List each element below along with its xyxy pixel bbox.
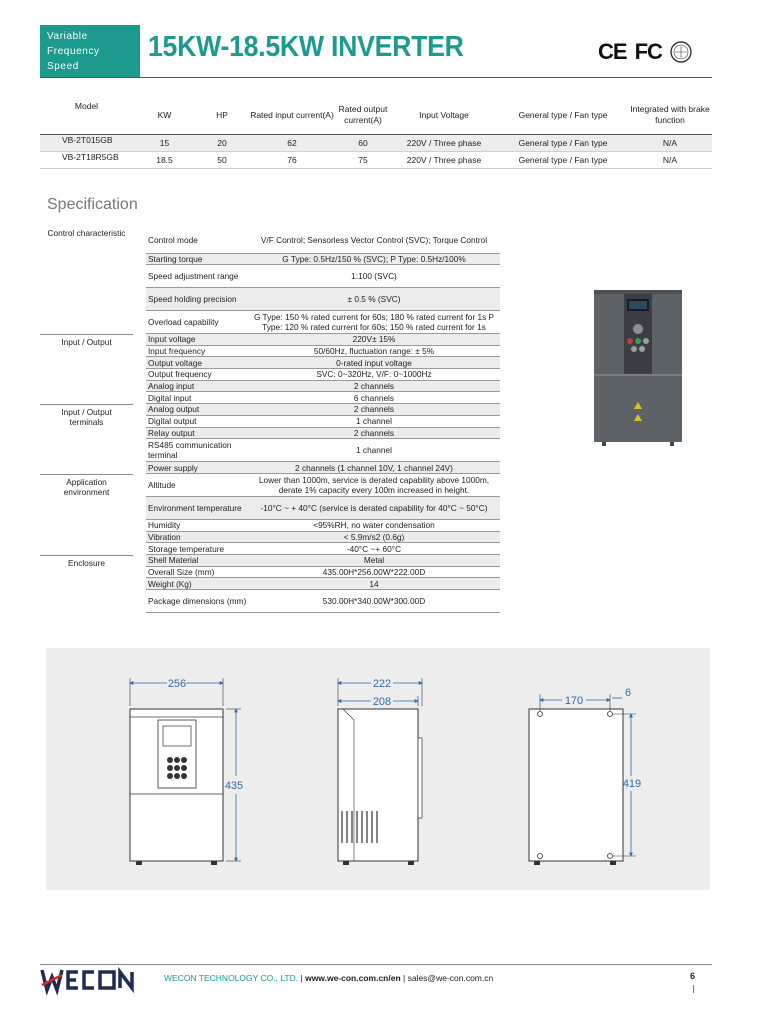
spec-row [40,357,500,369]
cell-model: VB-2T015GB [40,134,133,151]
model-table [40,97,712,169]
spec-value: 2 channels [248,381,500,393]
spec-category: Input / Output terminals [61,407,112,428]
cell-brake: N/A [628,151,712,168]
spec-row [40,555,500,567]
cell-model: VB-2T18R5GB [40,151,133,168]
spec-name: Shell Material [146,555,248,567]
spec-category-wrap [40,404,133,428]
footer-email-link[interactable]: sales@we-con.com.cn [407,973,494,983]
spec-value: 220V± 15% [248,334,500,346]
spec-row [40,520,500,532]
page-title: 15KW-18.5KW INVERTER [148,31,464,63]
spec-value: 2 channels [248,428,500,440]
front-height-label: 435 [224,780,244,792]
spec-value: <95%RH, no water condensation [248,520,500,532]
back-spacing-label: 170 [564,695,584,707]
spec-name: Speed adjustment range [146,265,248,288]
spec-name: Storage temperature [146,543,248,555]
spec-name: Digital output [146,416,248,428]
dimension-drawings-svg [46,648,710,890]
spec-row [40,392,500,404]
cell-fan-type: General type / Fan type [498,134,628,151]
spec-name: Overload capability [146,311,248,334]
cell-input-voltage: 220V / Three phase [390,151,498,168]
footer-separator: | [400,973,408,983]
spec-category: Application environment [63,476,110,497]
side-depth-label: 222 [372,678,392,690]
spec-row [40,288,500,311]
spec-name: Analog input [146,381,248,393]
spec-name: Input voltage [146,334,248,346]
cell-hp: 20 [196,134,248,151]
iso-9001-seal-icon [670,41,692,63]
spec-row [40,578,500,590]
spec-name: Analog output [146,404,248,416]
col-fan-type: General type / Fan type [498,97,628,134]
company-name: WECON TECHNOLOGY CO., LTD. [164,973,299,983]
header-divider [40,77,712,78]
tag-line-2: Frequency [47,46,100,57]
spec-name: Input frequency [146,346,248,358]
spec-name: Overall Size (mm) [146,567,248,579]
cell-kw: 15 [133,134,196,151]
spec-value: 435.00H*256.00W*222.00D [248,567,500,579]
spec-row [40,311,500,334]
spec-row [40,462,500,474]
spec-row [40,543,500,555]
spec-row [40,346,500,358]
spec-row [40,369,500,381]
col-input-voltage: Input Voltage [390,97,498,134]
cell-rated-output: 75 [336,151,390,168]
page-number-tick [693,985,694,993]
spec-name: Output frequency [146,369,248,381]
cell-rated-input: 76 [248,151,336,168]
spec-value: Metal [248,555,500,567]
inverter-product-image [594,287,682,446]
spec-value: Lower than 1000m, service is derated capability above 1000m, derate 1% capacity every 100m increased in height. [248,474,500,497]
spec-name: Altitude [146,474,248,497]
spec-value: 50/60Hz, fluctuation range: ± 5% [248,346,500,358]
certification-logos [598,38,692,66]
col-model: Model [40,97,133,134]
spec-value: SVC: 0~320Hz, V/F: 0~1000Hz [248,369,500,381]
col-kw: KW [133,97,196,134]
spec-value: 2 channels (1 channel 10V, 1 channel 24V) [248,462,500,474]
spec-category: Input / Output [40,334,133,346]
side-inner-depth-label: 208 [372,696,392,708]
tag-line-1: Variable [47,31,88,42]
spec-value: G Type: 150 % rated current for 60s; 180 % rated current for 1s P Type: 120 % rated current for 60s; 150 % rated current for 1s [248,311,500,334]
spec-name: Humidity [146,520,248,532]
spec-row [40,226,500,254]
cell-rated-input: 62 [248,134,336,151]
back-height-label: 419 [622,778,642,790]
cell-kw: 18.5 [133,151,196,168]
spec-value: -40°C ~+ 60°C [248,543,500,555]
model-table-header [40,97,712,134]
wecon-logo [40,965,155,995]
footer-contact [164,973,493,983]
spec-value: G Type: 0.5Hz/150 % (SVC); P Type: 0.5Hz/100% [248,254,500,265]
spec-row [40,428,500,440]
side-view [338,678,422,865]
spec-row [40,532,500,544]
spec-value: 2 channels [248,404,500,416]
spec-value: 1:100 (SVC) [248,265,500,288]
spec-row [40,439,500,462]
spec-category-wrap [40,474,133,497]
cell-input-voltage: 220V / Three phase [390,134,498,151]
ce-mark-icon: CE [598,39,627,64]
spec-name: Relay output [146,428,248,440]
back-offset-label: 6 [624,687,632,699]
back-view [529,687,641,865]
spec-value: 0-rated input voltage [248,357,500,369]
spec-row [40,567,500,579]
spec-row [40,497,500,520]
spec-value: 14 [248,578,500,590]
spec-row [40,590,500,613]
spec-row [40,474,500,497]
spec-name: Environment temperature [146,497,248,520]
cell-hp: 50 [196,151,248,168]
spec-row [40,265,500,288]
cell-brake: N/A [628,134,712,151]
specification-title: Specification [47,196,138,213]
spec-name: Vibration [146,532,248,544]
specification-table [40,226,500,613]
spec-name: Package dimensions (mm) [146,590,248,613]
spec-value: -10°C ~ + 40°C (service is derated capability for 40°C ~ 50°C) [248,497,500,520]
table-row [40,134,712,151]
spec-category: Control characteristic [47,228,126,238]
spec-value: 1 channel [248,416,500,428]
col-brake: Integrated with brake function [628,97,712,134]
col-rated-input: Rated input current(A) [248,97,336,134]
page-number: 6 [690,971,696,981]
spec-row [40,381,500,393]
spec-name: Power supply [146,462,248,474]
cell-rated-output: 60 [336,134,390,151]
front-view [130,678,243,865]
spec-name: Control mode [146,226,248,254]
fcc-mark-icon: FC [634,39,662,64]
spec-value: ± 0.5 % (SVC) [248,288,500,311]
spec-name: Speed holding precision [146,288,248,311]
col-hp: HP [196,97,248,134]
col-rated-output: Rated output current(A) [336,97,390,134]
dimension-drawings [46,648,710,890]
tag-line-3: Speed [47,61,79,72]
spec-name: Weight (Kg) [146,578,248,590]
footer-website-link[interactable]: www.we-con.com.cn/en [305,973,401,983]
footer-separator: | [298,973,306,983]
spec-row [40,334,500,346]
spec-category: Enclosure [40,555,133,567]
spec-value: 530.00H*340.00W*300.00D [248,590,500,613]
spec-name: Digital input [146,392,248,404]
spec-value: V/F Control; Sensorless Vector Control (SVC); Torque Control [248,226,500,254]
category-tag [40,25,140,77]
spec-value: 1 channel [248,439,500,462]
spec-value: 6 channels [248,392,500,404]
table-row [40,151,712,168]
spec-name: RS485 communication terminal [146,439,248,462]
front-width-label: 256 [167,678,187,690]
spec-name: Starting torque [146,254,248,265]
cell-fan-type: General type / Fan type [498,151,628,168]
spec-name: Output voltage [146,357,248,369]
spec-value: < 5.9m/s2 (0.6g) [248,532,500,544]
spec-row [40,254,500,265]
